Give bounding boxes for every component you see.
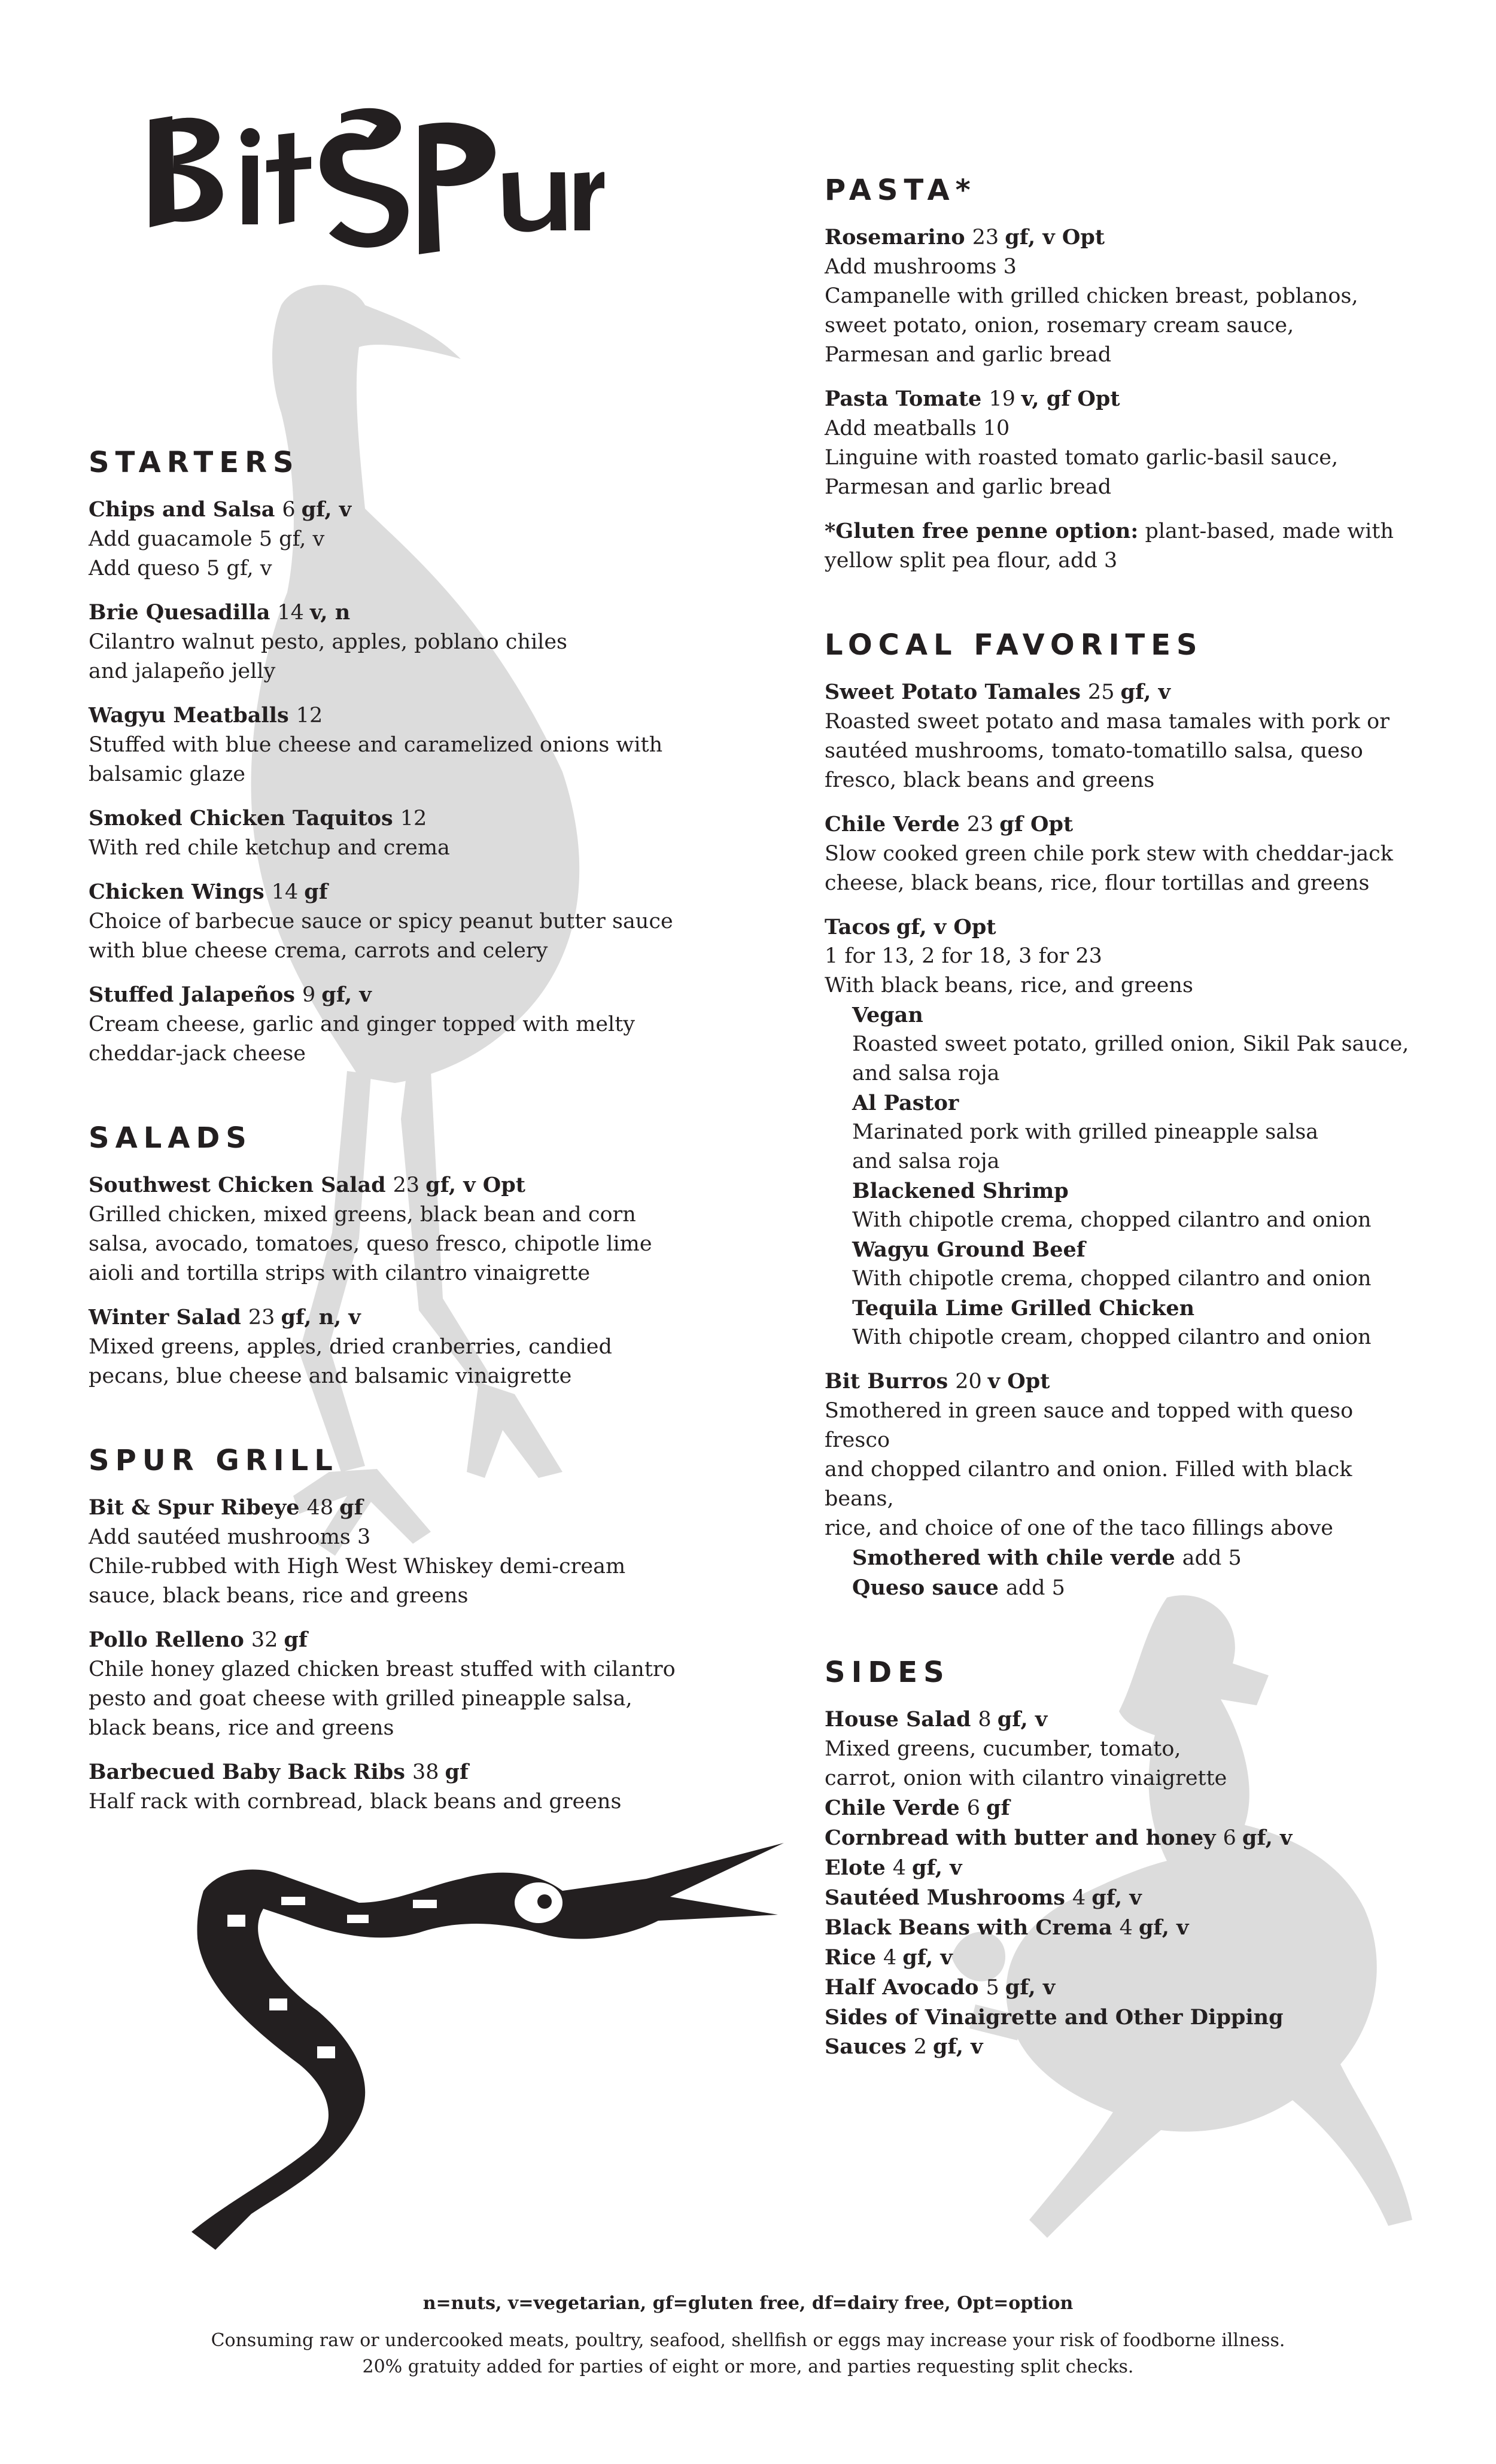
menu-item-description: Chile honey glazed chicken breast stuffed with cilantro: [89, 1657, 676, 1681]
menu-item-price: 23: [972, 226, 999, 250]
menu-item-price: 14: [271, 880, 299, 904]
house-salad-item: [825, 1705, 1423, 1793]
menu-item-tags: gf: [339, 1495, 363, 1520]
menu-item-header: [89, 701, 687, 731]
menu-item-tags: gf, v: [301, 497, 352, 522]
menu-item-header: [89, 1625, 687, 1655]
side-item-price: 5: [986, 1976, 999, 2000]
side-item-name: Black Beans with Crema: [825, 1915, 1112, 1940]
menu-item-description: Linguine with roasted tomato garlic-basil sauce,: [825, 446, 1339, 470]
menu-item: [89, 804, 687, 863]
menu-item-name: Chile Verde: [825, 812, 960, 836]
menu-item-tags: gf Opt: [999, 812, 1074, 836]
menu-item-description: Slow cooked green chile pork stew with cheddar-jack: [825, 842, 1393, 866]
taco-filling: [825, 1294, 1423, 1352]
menu-item-price: 14: [277, 601, 304, 625]
menu-item-price: 23: [393, 1173, 420, 1197]
bit-burros-name: Bit Burros: [825, 1369, 948, 1394]
menu-item-tags: gf: [304, 880, 328, 904]
menu-item-header: [825, 223, 1423, 253]
house-salad-line: carrot, onion with cilantro vinaigrette: [825, 1766, 1227, 1790]
menu-item: [89, 1757, 687, 1817]
taco-fillings-list: [825, 1000, 1423, 1352]
menu-item-name: Chicken Wings: [89, 880, 264, 904]
burros-addon-name: Smothered with chile verde: [852, 1546, 1175, 1570]
menu-item-header: [825, 810, 1423, 839]
menu-item-price: 23: [248, 1306, 275, 1330]
menu-item-description: cheddar-jack cheese: [89, 1042, 306, 1066]
side-item-tags: gf, v: [1091, 1885, 1142, 1910]
side-item: [825, 1913, 1423, 1943]
side-item-name: Sautéed Mushrooms: [825, 1885, 1065, 1910]
bit-burros-item: [825, 1367, 1423, 1603]
menu-item-header: [89, 980, 687, 1010]
burros-addon: [825, 1543, 1423, 1573]
bit-burros-line: Smothered in green sauce and topped with queso fresco: [825, 1399, 1354, 1452]
taco-filling-name: Tequila Lime Grilled Chicken: [852, 1296, 1195, 1321]
menu-item: [89, 598, 687, 686]
menu-item-description: Cream cheese, garlic and ginger topped with melty: [89, 1012, 636, 1036]
menu-item-description: with blue cheese crema, carrots and celery: [89, 939, 548, 963]
taco-filling-name: Vegan: [852, 1003, 923, 1027]
side-item-name: Half Avocado: [825, 1975, 979, 2000]
menu-item-description: Add queso 5 gf, v: [89, 556, 272, 580]
burros-addon-price: add 5: [1005, 1576, 1065, 1600]
side-item: [825, 1823, 1423, 1853]
salads-section: [89, 1121, 687, 1391]
menu-item-price: 12: [296, 704, 323, 728]
salads-heading: SALADS: [89, 1121, 253, 1155]
menu-item: [89, 495, 687, 583]
house-salad-price: 8: [978, 1708, 992, 1732]
menu-item-description: Stuffed with blue cheese and caramelized onions with: [89, 733, 663, 757]
menu-item-name: Bit & Spur Ribeye: [89, 1495, 300, 1520]
starters-section: [89, 446, 687, 1069]
menu-item-tags: gf, v: [321, 982, 372, 1007]
menu-item-name: Stuffed Jalapeños: [89, 982, 295, 1007]
taco-filling-description: Marinated pork with grilled pineapple salsa: [852, 1120, 1319, 1144]
menu-item-header: [89, 804, 687, 833]
tacos-item: [825, 912, 1423, 1352]
burros-addon: [825, 1573, 1423, 1603]
taco-filling-description: With chipotle cream, chopped cilantro and onion: [852, 1325, 1372, 1349]
taco-filling-name: Blackened Shrimp: [852, 1179, 1069, 1203]
menu-item: [89, 980, 687, 1069]
bit-and-spur-logo: [138, 102, 604, 269]
menu-item-name: Winter Salad: [89, 1305, 241, 1330]
side-item: [825, 1853, 1423, 1883]
sides-heading: SIDES: [825, 1656, 950, 1689]
taco-filling-description: and salsa roja: [852, 1061, 1000, 1085]
tacos-tags: gf, v Opt: [896, 915, 996, 939]
bit-burros-line: rice, and choice of one of the taco fillings above: [825, 1516, 1333, 1540]
menu-item-header: [89, 1757, 687, 1787]
side-item-name: Rice: [825, 1945, 876, 1970]
gluten-free-note-line2: yellow split pea flour, add 3: [825, 549, 1118, 573]
menu-item-header: [825, 677, 1423, 707]
menu-item-name: Smoked Chicken Taquitos: [89, 806, 393, 831]
side-item-price: 4: [1119, 1916, 1133, 1940]
local-favorites-section: [825, 628, 1423, 1603]
spur-grill-section: [89, 1444, 687, 1817]
side-item-price: 6: [1223, 1826, 1236, 1850]
taco-filling-description: With chipotle crema, chopped cilantro and onion: [852, 1267, 1372, 1291]
house-salad-name: House Salad: [825, 1707, 971, 1732]
disclaimer-line-1: Consuming raw or undercooked meats, poultry, seafood, shellfish or eggs may increase your risk of foodborne illness.: [211, 2330, 1285, 2351]
tacos-name: Tacos: [825, 915, 890, 939]
menu-item: [825, 677, 1423, 795]
spur-grill-items: [89, 1493, 687, 1817]
taco-filling-name: Al Pastor: [852, 1091, 959, 1115]
menu-item-price: 32: [251, 1628, 278, 1652]
tacos-line: 1 for 13, 2 for 18, 3 for 23: [825, 944, 1102, 968]
menu-item-name: Pasta Tomate: [825, 387, 982, 411]
starters-items: [89, 495, 687, 1069]
menu-item-header: [825, 384, 1423, 414]
menu-item: [825, 810, 1423, 898]
menu-item-description: aioli and tortilla strips with cilantro vinaigrette: [89, 1261, 591, 1285]
menu-item-description: cheese, black beans, rice, flour tortillas and greens: [825, 871, 1370, 895]
menu-item-description: sautéed mushrooms, tomato-tomatillo salsa, queso: [825, 739, 1363, 763]
pasta-heading: PASTA*: [825, 174, 977, 207]
taco-filling-description: and salsa roja: [852, 1149, 1000, 1173]
side-item-price: 6: [966, 1796, 981, 1820]
menu-item: [825, 223, 1423, 370]
menu-item-name: Southwest Chicken Salad: [89, 1173, 386, 1197]
menu-item-header: [89, 1303, 687, 1333]
menu-item-description: Add guacamole 5 gf, v: [89, 527, 325, 551]
menu-item-header: [89, 1493, 687, 1523]
menu-item-description: salsa, avocado, tomatoes, queso fresco, chipotle lime: [89, 1232, 652, 1256]
menu-item-tags: gf, n, v: [281, 1305, 361, 1330]
side-item-tags: gf, v: [1242, 1826, 1293, 1850]
taco-filling: [825, 1235, 1423, 1294]
taco-filling-name: Wagyu Ground Beef: [852, 1237, 1085, 1262]
side-item: [825, 2003, 1423, 2062]
menu-item-description: Cilantro walnut pesto, apples, poblano chiles: [89, 630, 568, 654]
sides-list: [825, 1793, 1423, 2062]
menu-item-header: [89, 495, 687, 525]
menu-item-description: Add mushrooms 3: [825, 255, 1017, 279]
menu-item-description: and jalapeño jelly: [89, 659, 276, 683]
menu-item-tags: gf: [445, 1760, 469, 1784]
side-item-price: 2: [913, 2035, 927, 2059]
menu-item-name: Wagyu Meatballs: [89, 703, 289, 728]
menu-item: [89, 1303, 687, 1391]
menu-item-header: [89, 877, 687, 907]
gluten-free-note-lead: *Gluten free penne option:: [825, 519, 1139, 543]
right-menu-column: [825, 174, 1423, 2115]
menu-item-description: Add sautéed mushrooms 3: [89, 1525, 371, 1549]
menu-item-tags: v, gf Opt: [1021, 387, 1120, 411]
menu-item: [825, 384, 1423, 502]
menu-item-price: 9: [302, 983, 316, 1007]
menu-item-description: Grilled chicken, mixed greens, black bean and corn: [89, 1203, 636, 1227]
side-item-name: Elote: [825, 1855, 886, 1880]
menu-item-description: sweet potato, onion, rosemary cream sauce,: [825, 314, 1294, 337]
side-item-tags: gf, v: [1005, 1975, 1056, 2000]
menu-item-price: 6: [282, 498, 296, 522]
menu-item-description: With red chile ketchup and crema: [89, 836, 450, 860]
disclaimer: [0, 2328, 1496, 2380]
side-item-tags: gf, v: [902, 1945, 953, 1970]
salads-items: [89, 1170, 687, 1391]
house-salad-line: Mixed greens, cucumber, tomato,: [825, 1737, 1181, 1761]
taco-filling: [825, 1088, 1423, 1176]
side-item-name: Cornbread with butter and honey: [825, 1826, 1216, 1850]
side-item-price: 4: [892, 1856, 907, 1880]
side-item-name: Chile Verde: [825, 1796, 960, 1820]
menu-item-description: Mixed greens, apples, dried cranberries, candied: [89, 1335, 612, 1359]
gluten-free-note-text: plant-based, made with: [1138, 519, 1394, 543]
menu-item-name: Barbecued Baby Back Ribs: [89, 1760, 405, 1784]
side-item-tags: gf: [986, 1796, 1010, 1820]
side-item-tags: gf, v: [1138, 1915, 1189, 1940]
disclaimer-line-2: 20% gratuity added for parties of eight or more, and parties requesting split checks.: [362, 2356, 1134, 2377]
menu-item: [89, 701, 687, 789]
menu-item-description: black beans, rice and greens: [89, 1716, 394, 1740]
menu-item-description: Parmesan and garlic bread: [825, 343, 1112, 367]
bit-burros-line: and chopped cilantro and onion. Filled with black beans,: [825, 1458, 1352, 1511]
menu-item-tags: v, n: [309, 600, 351, 625]
menu-item-name: Brie Quesadilla: [89, 600, 270, 625]
starters-heading: STARTERS: [89, 446, 300, 479]
side-item-price: 4: [1072, 1886, 1086, 1910]
pasta-section: [825, 174, 1423, 576]
menu-item-price: 23: [966, 813, 994, 836]
gluten-free-note: [825, 516, 1423, 576]
menu-item-tags: gf: [284, 1628, 308, 1652]
menu-item-tags: gf, v Opt: [425, 1173, 525, 1197]
menu-item-description: Chile-rubbed with High West Whiskey demi-cream: [89, 1555, 626, 1578]
taco-filling-description: With chipotle crema, chopped cilantro and onion: [852, 1208, 1372, 1232]
local-favorites-heading: LOCAL FAVORITES: [825, 628, 1203, 662]
menu-item: [89, 1625, 687, 1743]
menu-item-description: Add meatballs 10: [825, 416, 1010, 440]
menu-item-name: Sweet Potato Tamales: [825, 680, 1081, 704]
house-salad-tags: gf, v: [997, 1707, 1048, 1732]
spur-grill-heading: SPUR GRILL: [89, 1444, 339, 1477]
menu-item-header: [89, 598, 687, 628]
menu-item: [89, 877, 687, 966]
menu-item-description: pesto and goat cheese with grilled pineapple salsa,: [89, 1687, 633, 1711]
tacos-line: With black beans, rice, and greens: [825, 974, 1193, 997]
side-item-price: 4: [883, 1946, 897, 1970]
sides-section: [825, 1656, 1423, 2062]
menu-item-tags: gf, v Opt: [1005, 225, 1105, 250]
menu-item-price: 19: [989, 387, 1015, 411]
burros-addon-name: Queso sauce: [852, 1575, 999, 1600]
menu-item-description: balsamic glaze: [89, 762, 246, 786]
menu-item-name: Rosemarino: [825, 225, 965, 250]
taco-filling: [825, 1000, 1423, 1088]
side-item-tags: gf, v: [932, 2034, 983, 2059]
menu-item: [89, 1493, 687, 1611]
menu-item-price: 38: [412, 1760, 439, 1784]
local-favorites-items: [825, 677, 1423, 898]
side-item-tags: gf, v: [912, 1855, 962, 1880]
menu-item-description: Choice of barbecue sauce or spicy peanut butter sauce: [89, 909, 673, 933]
menu-item-description: Parmesan and garlic bread: [825, 475, 1112, 499]
menu-item-price: 12: [400, 807, 427, 831]
menu-item-tags: gf, v: [1120, 680, 1170, 704]
menu-item-description: fresco, black beans and greens: [825, 768, 1155, 792]
left-menu-column: [89, 446, 687, 1869]
menu-item-name: Chips and Salsa: [89, 497, 275, 522]
menu-item-description: Half rack with cornbread, black beans and greens: [89, 1790, 622, 1814]
burros-addon-price: add 5: [1182, 1546, 1242, 1570]
side-item: [825, 1943, 1423, 1973]
rattlesnake-illustration: [180, 1843, 790, 2250]
menu-item-price: 48: [306, 1496, 334, 1520]
side-item: [825, 1793, 1423, 1823]
menu-item-name: Pollo Relleno: [89, 1628, 244, 1652]
bit-burros-tags: v Opt: [987, 1369, 1050, 1394]
menu-item-description: Roasted sweet potato and masa tamales with pork or: [825, 710, 1389, 734]
taco-filling: [825, 1176, 1423, 1235]
menu-item-description: Campanelle with grilled chicken breast, poblanos,: [825, 284, 1358, 308]
side-item: [825, 1973, 1423, 2003]
dietary-legend: n=nuts, v=vegetarian, gf=gluten free, df=dairy free, Opt=option: [422, 2293, 1074, 2314]
side-item-name: Sides of Vinaigrette and Other Dipping Sauces: [825, 2005, 1284, 2059]
menu-item-header: [89, 1170, 687, 1200]
menu-item-description: sauce, black beans, rice and greens: [89, 1584, 469, 1608]
menu-item-price: 25: [1087, 680, 1115, 704]
side-item: [825, 1883, 1423, 1913]
bit-burros-price: 20: [955, 1370, 982, 1394]
menu-item-description: pecans, blue cheese and balsamic vinaigrette: [89, 1364, 572, 1388]
taco-filling-description: Roasted sweet potato, grilled onion, Sikil Pak sauce,: [852, 1032, 1409, 1056]
pasta-items: [825, 223, 1423, 502]
menu-item: [89, 1170, 687, 1288]
